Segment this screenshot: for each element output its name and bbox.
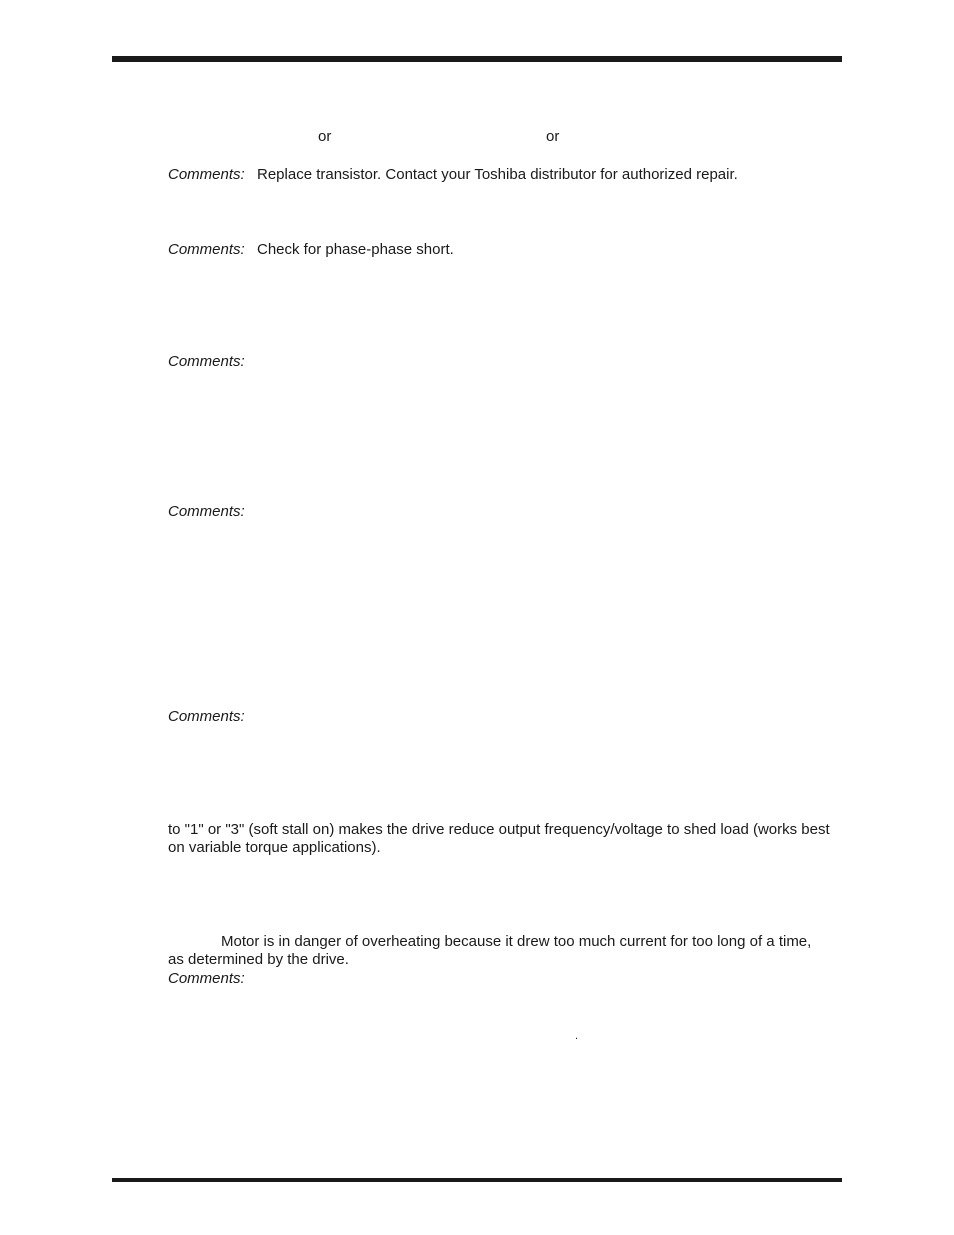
- comments-label-6: Comments:: [168, 970, 245, 987]
- header-rule: [112, 56, 842, 62]
- footer-rule: [112, 1178, 842, 1182]
- comments-text-1: Replace transistor. Contact your Toshiba distributor for authorized repair.: [257, 166, 738, 183]
- comments-label-2: Comments:: [168, 241, 245, 258]
- comments-label-3: Comments:: [168, 353, 245, 370]
- comments-label-4: Comments:: [168, 503, 245, 520]
- comments-text-2: Check for phase-phase short.: [257, 241, 454, 258]
- comments-label-5: Comments:: [168, 708, 245, 725]
- period-mark: .: [575, 1030, 579, 1042]
- overload-text-line-2: as determined by the drive.: [168, 951, 349, 968]
- comments-label-1: Comments:: [168, 166, 245, 183]
- soft-stall-paragraph: to "1" or "3" (soft stall on) makes the drive reduce output frequency/voltage to shed load (works best on variable torque applications).: [168, 821, 830, 856]
- or-text-1: or: [318, 128, 332, 145]
- or-text-2: or: [546, 128, 560, 145]
- overload-text-line-1: Motor is in danger of overheating because it drew too much current for too long of a time,: [221, 933, 812, 950]
